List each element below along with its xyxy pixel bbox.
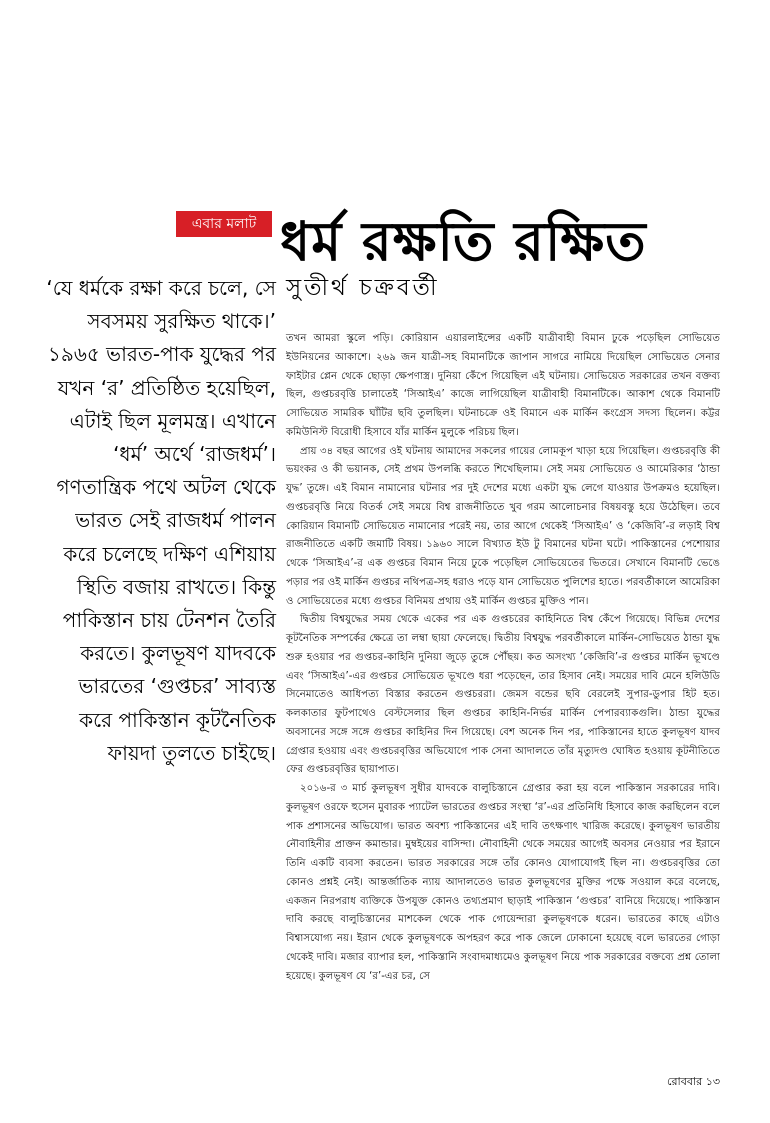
article-body <box>286 330 720 986</box>
body-paragraph-1: তখন আমরা স্কুলে পড়ি। কোরিয়ান এয়ারলাইন্সের একটি যাত্রীবাহী বিমান ঢুকে পড়েছিল সোভিয়েত ইউনিয়নের আকাশে। ২৬৯ জন যাত্রী-সহ বিমানটিকে জাপান সাগরে নামিয়ে দিয়েছিল সোভিয়েত সেনার ফাইটার প্লেন থেকে ছোড়া ক্ষেপণাস্ত্র। দুনিয়া কেঁপে গিয়েছিল এই ঘটনায়। সোভিয়েত সরকারের তখন বক্তব্য ছিল, গুপ্তচরবৃত্তি চালাতেই ‘সিআইএ’ কাজে লাগিয়েছিল যাত্রীবাহী বিমানটিকে। আকাশ থেকে বিমানটি সোভিয়েত সামরিক ঘাঁটির ছবি তুলছিল। ঘটনাচক্রে ওই বিমানে এক মার্কিন কংগ্রেস সদস্য ছিলেন। কট্টর কমিউনিস্ট বিরোধী হিসাবে যাঁর মার্কিন মুলুকে পরিচয় ছিল। <box>286 333 720 438</box>
page-footer: রোববার ১৩ <box>667 1075 720 1088</box>
article-headline: ধর্ম রক্ষতি রক্ষিত <box>280 210 647 274</box>
section-kicker-label: এবার মলাট <box>176 211 272 237</box>
body-paragraph-3: দ্বিতীয় বিশ্বযুদ্ধের সময় থেকে একের পর এক গুপ্তচরের কাহিনিতে বিশ্ব কেঁপে গিয়েছে। বিভিন্ন দেশের কূটনৈতিক সম্পর্কের ক্ষেত্রে তা লম্বা ছায়া ফেলেছে। দ্বিতীয় বিশ্বযুদ্ধ পরবর্তীকালে মার্কিন-সোভিয়েত ঠান্ডা যুদ্ধ শুরু হওয়ার পর গুপ্তচর-কাহিনি দুনিয়া জুড়ে তুঙ্গে পৌঁছয়। কত অসংখ্য ‘কেজিবি’-র গুপ্তচর মার্কিন ভূখণ্ডে এবং ‘সিআইএ’-এর গুপ্তচর সোভিয়েত ভূখণ্ডে ধরা পড়েছেন, তার হিসাব নেই। সময়ের দাবি মেনে হলিউডি সিনেমাতেও আধিপত্য বিস্তার করতেন গুপ্তচররা। জেমস বন্ডের ছবি বেরলেই সুপার-ডুপার হিট হত। কলকাতার ফুটপাথেও বেস্টসেলার ছিল গুপ্তচর কাহিনি-নির্ভর মার্কিন পেপারব্যাকগুলি। ঠান্ডা যুদ্ধের অবসানের সঙ্গে সঙ্গে গুপ্তচর কাহিনির দিন গিয়েছে। বেশ অনেক দিন পর, পাকিস্তানের হাতে কুলভূষণ যাদব গ্রেপ্তার হওয়ায় এবং গুপ্তচরবৃত্তির অভিযোগে পাক সেনা আদালতে তাঁর মৃত্যুদণ্ড ঘোষিত হওয়ায় কূটনীতিতে ফের গুপ্তচরবৃত্তির ছায়াপাত। <box>286 614 720 776</box>
body-paragraph-4: ২০১৬-র ৩ মার্চ কুলভূষণ সুধীর যাদবকে বালুচিস্তানে গ্রেপ্তার করা হয় বলে পাকিস্তান সরকারের দাবি। কুলভূষণ ওরফে হুসেন মুবারক প্যাটেল ভারতের গুপ্তচর সংস্থা ‘র’-এর প্রতিনিধি হিসাবে কাজ করছিলেন বলে পাক প্রশাসনের অভিযোগ। ভারত অবশ্য পাকিস্তানের এই দাবি তৎক্ষণাৎ খারিজ করেছে। কুলভূষণ ভারতীয় নৌবাহিনীর প্রাক্তন কমান্ডার। মুম্বইয়ের বাসিন্দা। নৌবাহিনী থেকে সময়ের আগেই অবসর নেওয়ার পর ইরানে তিনি একটি ব্যবসা করতেন। ভারত সরকারের সঙ্গে তাঁর কোনও যোগাযোগই ছিল না। গুপ্তচরবৃত্তির তো কোনও প্রশ্নই নেই। আন্তর্জাতিক ন্যায় আদালতেও ভারত কুলভূষণের মুক্তির পক্ষে সওয়াল করে বলেছে, একজন নিরপরাধ ব্যক্তিকে উপযুক্ত কোনও তথ্যপ্রমাণ ছাড়াই পাকিস্তান ‘গুপ্তচর’ বানিয়ে দিয়েছে। পাকিস্তান দাবি করছে বালুচিস্তানের মাশকেল থেকে পাক গোয়েন্দারা কুলভূষণকে ধরেন। ভারতের কাছে এটাও বিশ্বাসযোগ্য নয়। ইরান থেকে কুলভূষণকে অপহরণ করে পাক জেলে ঢোকানো হয়েছে বলে ভারতের গোড়া থেকেই দাবি। মজার ব্যাপার হল, পাকিস্তানি সংবাদমাধ্যমেও কুলভূষণ নিয়ে পাক সরকারের বক্তব্যে প্রশ্ন তোলা হয়েছে। কুলভূষণ যে ‘র’-এর চর, সে <box>286 783 720 982</box>
body-paragraph-2: প্রায় ৩৪ বছর আগের ওই ঘটনায় আমাদের সকলের গায়ের লোমকূপ খাড়া হয়ে গিয়েছিল। গুপ্তচরবৃত্তি কী ভয়ংকর ও কী ভয়ানক, সেই প্রথম উপলব্ধি করতে শিখেছিলাম। সেই সময় সোভিয়েত ও আমেরিকার ‘ঠান্ডা যুদ্ধ’ তুঙ্গে। এই বিমান নামানোর ঘটনার পর দুই দেশের মধ্যে একটা যুদ্ধ লেগে যাওয়ার উপক্রমও হয়েছিল। গুপ্তচরবৃত্তি নিয়ে বিতর্ক সেই সময়ে বিশ্ব রাজনীতিতে খুব গরম আলোচনার বিষয়বস্তু হয়ে উঠেছিল। তবে কোরিয়ান বিমানটি সোভিয়েত নামানোর পরেই নয়, তার আগে থেকেই ‘সিআইএ’ ও ‘কেজিবি’-র লড়াই বিশ্ব রাজনীতিতে একটি জমাটি বিষয়। ১৯৬০ সালে বিখ্যাত ইউ টু বিমানের ঘটনা ঘটে। পাকিস্তানের পেশোয়ার থেকে ‘সিআইএ’-র এক গুপ্তচর বিমান নিয়ে ঢুকে পড়েছিল সোভিয়েতের ভিতরে। সেখানে বিমানটি ভেঙে পড়ার পর ওই মার্কিন গুপ্তচর নথিপত্র-সহ ধরাও পড়ে যান সোভিয়েত পুলিশের হাতে। পরবর্তীকালে আমেরিকা ও সোভিয়েতের মধ্যে গুপ্তচর বিনিময় প্রথায় ওই মার্কিন গুপ্তচর মুক্তিও পান। <box>286 445 720 607</box>
pull-quote: ‘যে ধর্মকে রক্ষা করে চলে, সে সবসময় সুরক্ষিত থাকে।’ ১৯৬৫ ভারত-পাক যুদ্ধের পর যখন ‘র’ প্রতিষ্ঠিত হয়েছিল, এটাই ছিল মূলমন্ত্র। এখানে ‘ধর্ম’ অর্থে ‘রাজধর্ম’। গণতান্ত্রিক পথে অটল থেকে ভারত সেই রাজধর্ম পালন করে চলেছে দক্ষিণ এশিয়ায় স্থিতি বজায় রাখতে। কিন্তু পাকিস্তান চায় টেনশন তৈরি করতে। কুলভূষণ যাদবকে ভারতের ‘গুপ্তচর’ সাব্যস্ত করে পাকিস্তান কূটনৈতিক ফায়দা তুলতে চাইছে। <box>46 276 276 765</box>
author-byline: সুতীর্থ চক্রবর্তী <box>286 275 440 301</box>
